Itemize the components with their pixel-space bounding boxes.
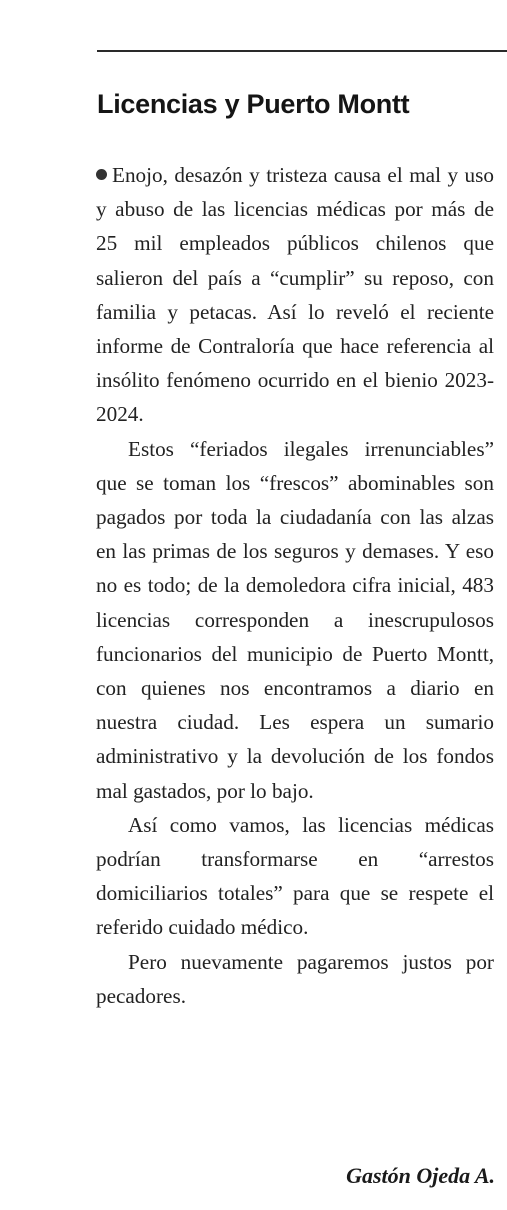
article-body xyxy=(96,158,494,1013)
top-divider xyxy=(97,50,507,52)
bullet-icon xyxy=(96,169,107,180)
paragraph-4: Pero nuevamente pagaremos justos por pecadores. xyxy=(96,949,494,1008)
paragraph-1-text: Enojo, desazón y tristeza causa el mal y uso y abuso de las licencias médicas por más de 25 mil empleados públicos chilenos que salieron del país a “cumplir” su reposo, con familia y petacas. Así lo reveló el reciente informe de Contraloría que hace referencia al insólito fenómeno ocurrido en el bienio 2023-2024. xyxy=(96,163,494,427)
paragraph-3: Así como vamos, las licencias médicas podrían transformarse en “arrestos domiciliarios totales” para que se respete el referido cuidado médico. xyxy=(96,812,494,940)
paragraph-1 xyxy=(96,158,494,432)
paragraph-2: Estos “feriados ilegales irrenunciables” que se toman los “frescos” abominables son pagados por toda la ciudadanía con las alzas en las primas de los seguros y demases. Y eso no es todo; de la demoledora cifra inicial, 483 licencias corresponden a inescrupulosos funcionarios del municipio de Puerto Montt, con quienes nos encontramos a diario en nuestra ciudad. Les espera un sumario administrativo y la devolución de los fondos mal gastados, por lo bajo. xyxy=(96,436,494,803)
author-signature: Gastón Ojeda A. xyxy=(346,1163,495,1188)
article-headline: Licencias y Puerto Montt xyxy=(97,89,410,119)
